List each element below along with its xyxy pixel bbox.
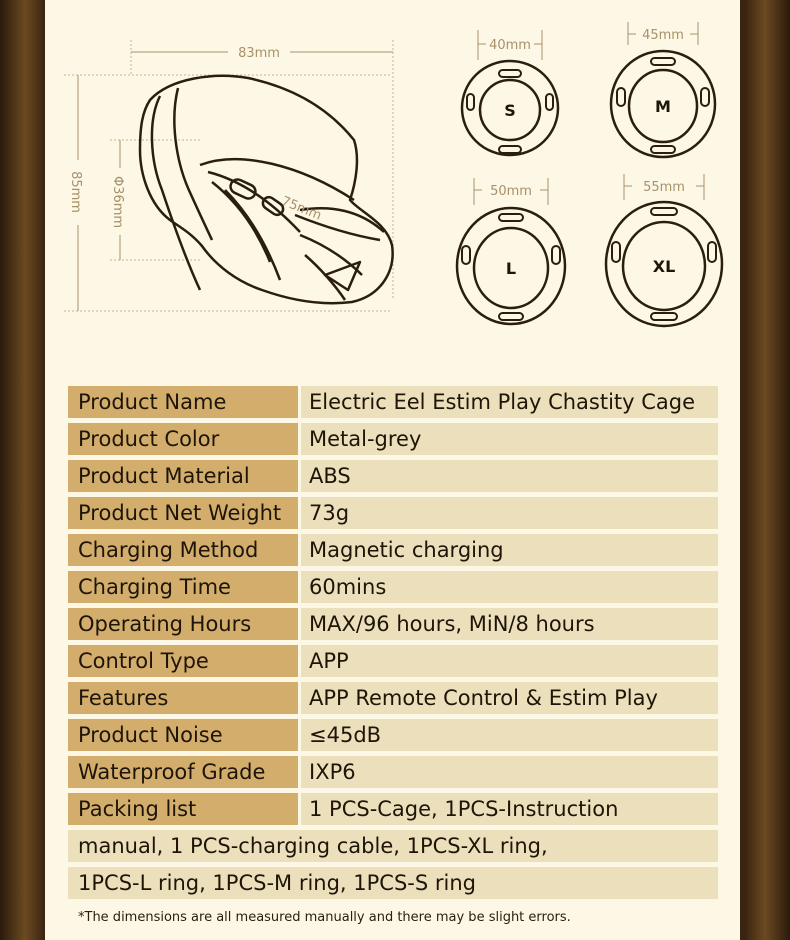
ring-m-dimension: 45mm xyxy=(642,28,684,43)
ring-m-label: M xyxy=(655,97,671,116)
width-dimension xyxy=(131,40,393,300)
ring-l-label: L xyxy=(505,259,517,278)
packing-row-continued xyxy=(68,830,718,862)
packing-text: 1PCS-L ring, 1PCS-M ring, 1PCS-S ring xyxy=(68,867,718,899)
diameter-label: Φ36mm xyxy=(110,175,125,229)
ring-s-label: S xyxy=(504,101,516,120)
ring-xl-label: XL xyxy=(652,257,676,276)
spec-row xyxy=(68,756,718,788)
spec-value: IXP6 xyxy=(301,756,718,788)
packing-row-continued xyxy=(68,867,718,899)
spec-value: Electric Eel Estim Play Chastity Cage xyxy=(301,386,718,418)
spec-value: APP Remote Control & Estim Play xyxy=(301,682,718,714)
spec-label: Product Color xyxy=(68,423,298,455)
spec-row xyxy=(68,497,718,529)
spec-label: Control Type xyxy=(68,645,298,677)
spec-value: MAX/96 hours, MiN/8 hours xyxy=(301,608,718,640)
spec-row xyxy=(68,719,718,751)
length-label: 75mm xyxy=(279,193,324,224)
footnote: *The dimensions are all measured manually and there may be slight errors. xyxy=(78,910,571,925)
width-label: 83mm xyxy=(238,46,280,61)
ring-l-dimension: 50mm xyxy=(490,184,532,199)
spec-row xyxy=(68,386,718,418)
cage-illustration xyxy=(140,76,393,303)
spec-row xyxy=(68,608,718,640)
spec-value: 73g xyxy=(301,497,718,529)
ring-s xyxy=(462,30,558,155)
packing-text: manual, 1 PCS-charging cable, 1PCS-XL ring, xyxy=(68,830,718,862)
ring-s-dimension: 40mm xyxy=(489,38,531,53)
spec-value: ≤45dB xyxy=(301,719,718,751)
spec-row xyxy=(68,534,718,566)
ring-xl xyxy=(606,174,722,326)
spec-row xyxy=(68,645,718,677)
spec-value: Magnetic charging xyxy=(301,534,718,566)
spec-row xyxy=(68,682,718,714)
spec-value: Metal-grey xyxy=(301,423,718,455)
spec-label: Product Noise xyxy=(68,719,298,751)
spec-label: Operating Hours xyxy=(68,608,298,640)
spec-value: 60mins xyxy=(301,571,718,603)
ring-m xyxy=(611,22,715,157)
spec-value: 1 PCS-Cage, 1PCS-Instruction xyxy=(301,793,718,825)
spec-label: Charging Method xyxy=(68,534,298,566)
spec-label: Product Name xyxy=(68,386,298,418)
spec-row xyxy=(68,460,718,492)
spec-row xyxy=(68,793,718,825)
spec-value: APP xyxy=(301,645,718,677)
spec-row xyxy=(68,571,718,603)
spec-label: Charging Time xyxy=(68,571,298,603)
height-label: 85mm xyxy=(68,171,83,213)
ring-xl-dimension: 55mm xyxy=(643,180,685,195)
spec-value: ABS xyxy=(301,460,718,492)
diameter-dimension xyxy=(110,140,200,260)
spec-label: Features xyxy=(68,682,298,714)
product-diagram xyxy=(0,0,790,360)
spec-label: Waterproof Grade xyxy=(68,756,298,788)
spec-row xyxy=(68,423,718,455)
spec-label: Product Material xyxy=(68,460,298,492)
ring-l xyxy=(457,178,565,324)
spec-label: Product Net Weight xyxy=(68,497,298,529)
spec-label: Packing list xyxy=(68,793,298,825)
